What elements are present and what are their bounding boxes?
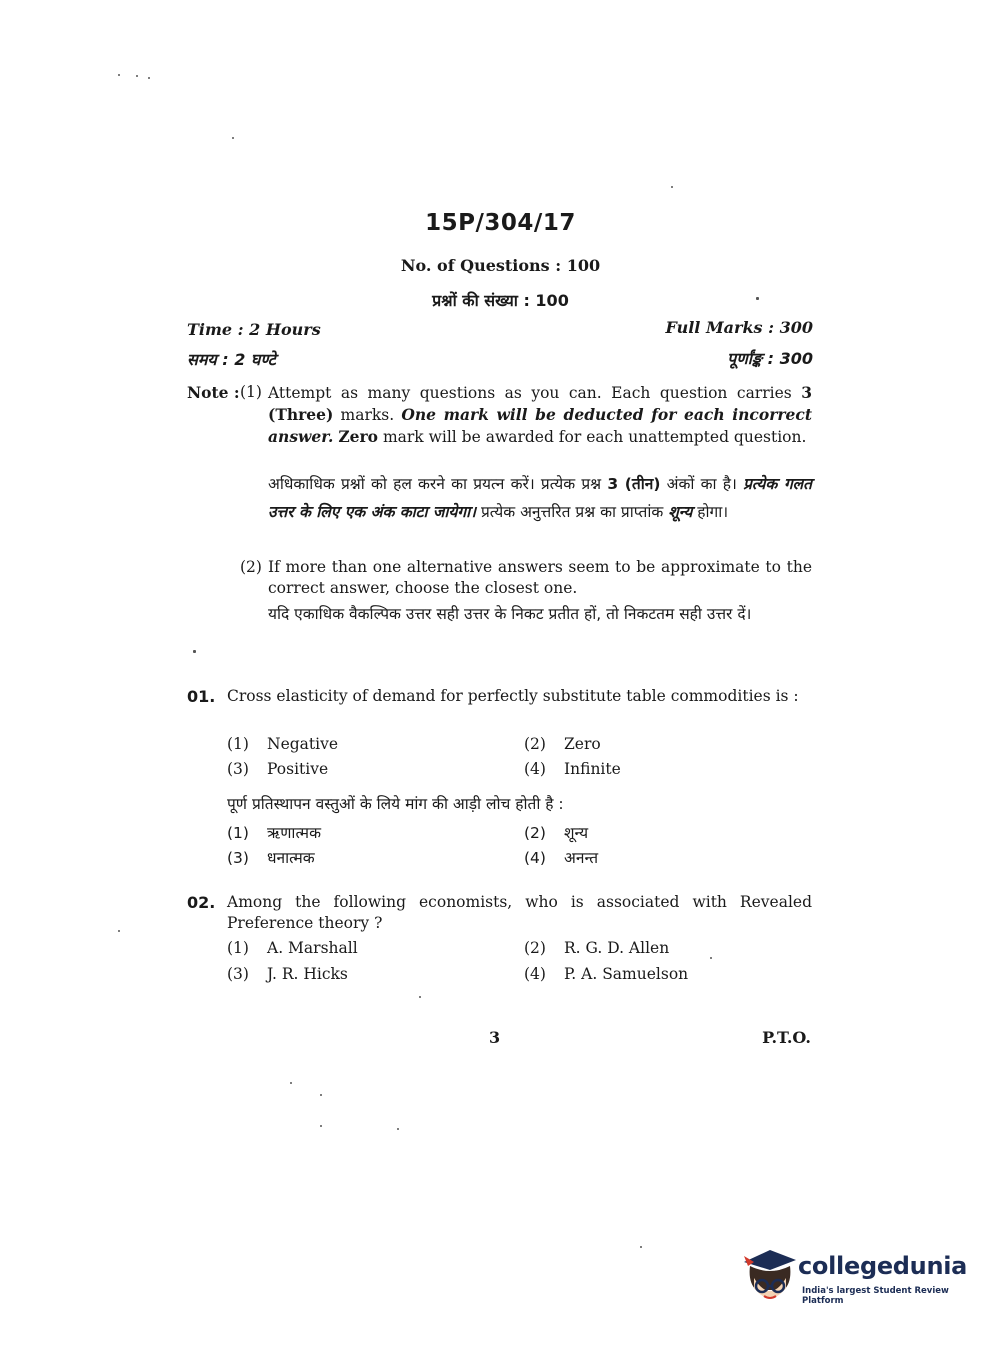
note-1-hindi-b: अंकों का है। bbox=[666, 475, 737, 493]
pto-label: P.T.O. bbox=[762, 1028, 811, 1047]
note-1-three: 3 (Three) bbox=[268, 383, 812, 424]
question-2-option-4: (4) P. A. Samuelson bbox=[524, 965, 689, 983]
question-2-text: Among the following economists, who is associated with Revealed Preference theory ? bbox=[227, 893, 812, 932]
question-2-option-2: (2) R. G. D. Allen bbox=[524, 939, 670, 957]
collegedunia-logo bbox=[740, 1248, 970, 1312]
question-1-text: Cross elasticity of demand for perfectly substitute table commodities is : bbox=[227, 687, 799, 705]
question-1-option-1-hindi: (1) ऋणात्मक bbox=[227, 824, 321, 842]
question-1-option-2-hindi: (2) शून्य bbox=[524, 824, 589, 842]
mascot-icon bbox=[740, 1248, 800, 1312]
note-1-hindi-a: अधिकाधिक प्रश्नों को हल करने का प्रयत्न करें। प्रत्येक प्रश्न bbox=[268, 475, 602, 493]
page-number: 3 bbox=[489, 1028, 501, 1047]
note-1-number: (1) bbox=[240, 383, 262, 401]
full-marks: Full Marks : 300 bbox=[665, 318, 813, 337]
question-1-option-1: (1) Negative bbox=[227, 735, 339, 753]
note-1-hindi-zero: शून्य bbox=[668, 503, 693, 521]
note-2-number: (2) bbox=[240, 558, 262, 576]
note-1-hindi-deduction: प्रत्येक गलत उत्तर के लिए एक अंक काटा जायेगा। bbox=[268, 475, 813, 521]
question-2-number: 02. bbox=[187, 893, 216, 912]
question-1-option-2: (2) Zero bbox=[524, 735, 601, 753]
scan-speck bbox=[148, 77, 150, 79]
time-label-hindi: समय : 2 घण्टे bbox=[187, 350, 276, 369]
note-1-text-a: Attempt as many questions as you can. Each question carries bbox=[268, 384, 792, 402]
scan-speck bbox=[710, 957, 712, 959]
note-1-hindi-d: होगा। bbox=[697, 503, 729, 521]
question-1-option-4-hindi: (4) अनन्त bbox=[524, 849, 599, 867]
note-1-hindi-c: प्रत्येक अनुत्तरित प्रश्न का प्राप्तांक bbox=[480, 503, 664, 521]
note-1-text-b: mark will be awarded for each unattempted question. bbox=[382, 428, 807, 446]
brand-name: collegedunia bbox=[798, 1252, 968, 1280]
note-1-text bbox=[268, 382, 812, 448]
scan-speck bbox=[320, 1125, 322, 1127]
question-1-option-4: (4) Infinite bbox=[524, 760, 621, 778]
scan-speck bbox=[320, 1094, 322, 1096]
note-1-zero: Zero bbox=[338, 427, 379, 446]
note-1-hindi-three: 3 (तीन) bbox=[607, 475, 661, 493]
note-1-deduction: One mark will be deducted for each incorrect answer. bbox=[268, 405, 812, 446]
num-questions: No. of Questions : 100 bbox=[400, 256, 601, 275]
question-1-option-3: (3) Positive bbox=[227, 760, 329, 778]
scan-speck bbox=[136, 75, 138, 77]
question-2-option-1: (1) A. Marshall bbox=[227, 939, 358, 957]
question-1-number: 01. bbox=[187, 687, 216, 706]
time-label: Time : 2 Hours bbox=[187, 320, 321, 339]
note-2-hindi: यदि एकाधिक वैकल्पिक उत्तर सही उत्तर के निकट प्रतीत हों, तो निकटतम सही उत्तर दें। bbox=[268, 605, 752, 623]
scan-speck bbox=[397, 1128, 399, 1130]
question-1-text-hindi: पूर्ण प्रतिस्थापन वस्तुओं के लिये मांग की आड़ी लोच होती है : bbox=[227, 795, 564, 813]
scan-speck bbox=[419, 996, 421, 998]
question-2-option-3: (3) J. R. Hicks bbox=[227, 965, 348, 983]
scan-speck bbox=[193, 650, 196, 653]
paper-code: 15P/304/17 bbox=[425, 210, 576, 236]
scan-speck bbox=[118, 74, 120, 76]
full-marks-hindi: पूर्णांङ्क : 300 bbox=[727, 349, 813, 368]
note-1-hindi bbox=[268, 470, 812, 526]
scan-speck bbox=[290, 1082, 292, 1084]
question-1-option-3-hindi: (3) धनात्मक bbox=[227, 849, 315, 867]
num-questions-hindi: प्रश्नों की संख्या : 100 bbox=[432, 291, 569, 310]
brand-tagline: India's largest Student Review Platform bbox=[802, 1286, 949, 1306]
note-2-text: If more than one alternative answers seem to be approximate to the correct answer, choose the closest one. bbox=[268, 558, 812, 597]
note-1-marks: marks. bbox=[340, 406, 395, 424]
scan-speck bbox=[232, 137, 234, 139]
scan-speck bbox=[671, 186, 673, 188]
scan-speck bbox=[118, 930, 120, 932]
scan-speck bbox=[640, 1246, 642, 1248]
note-label: Note : bbox=[187, 383, 240, 402]
